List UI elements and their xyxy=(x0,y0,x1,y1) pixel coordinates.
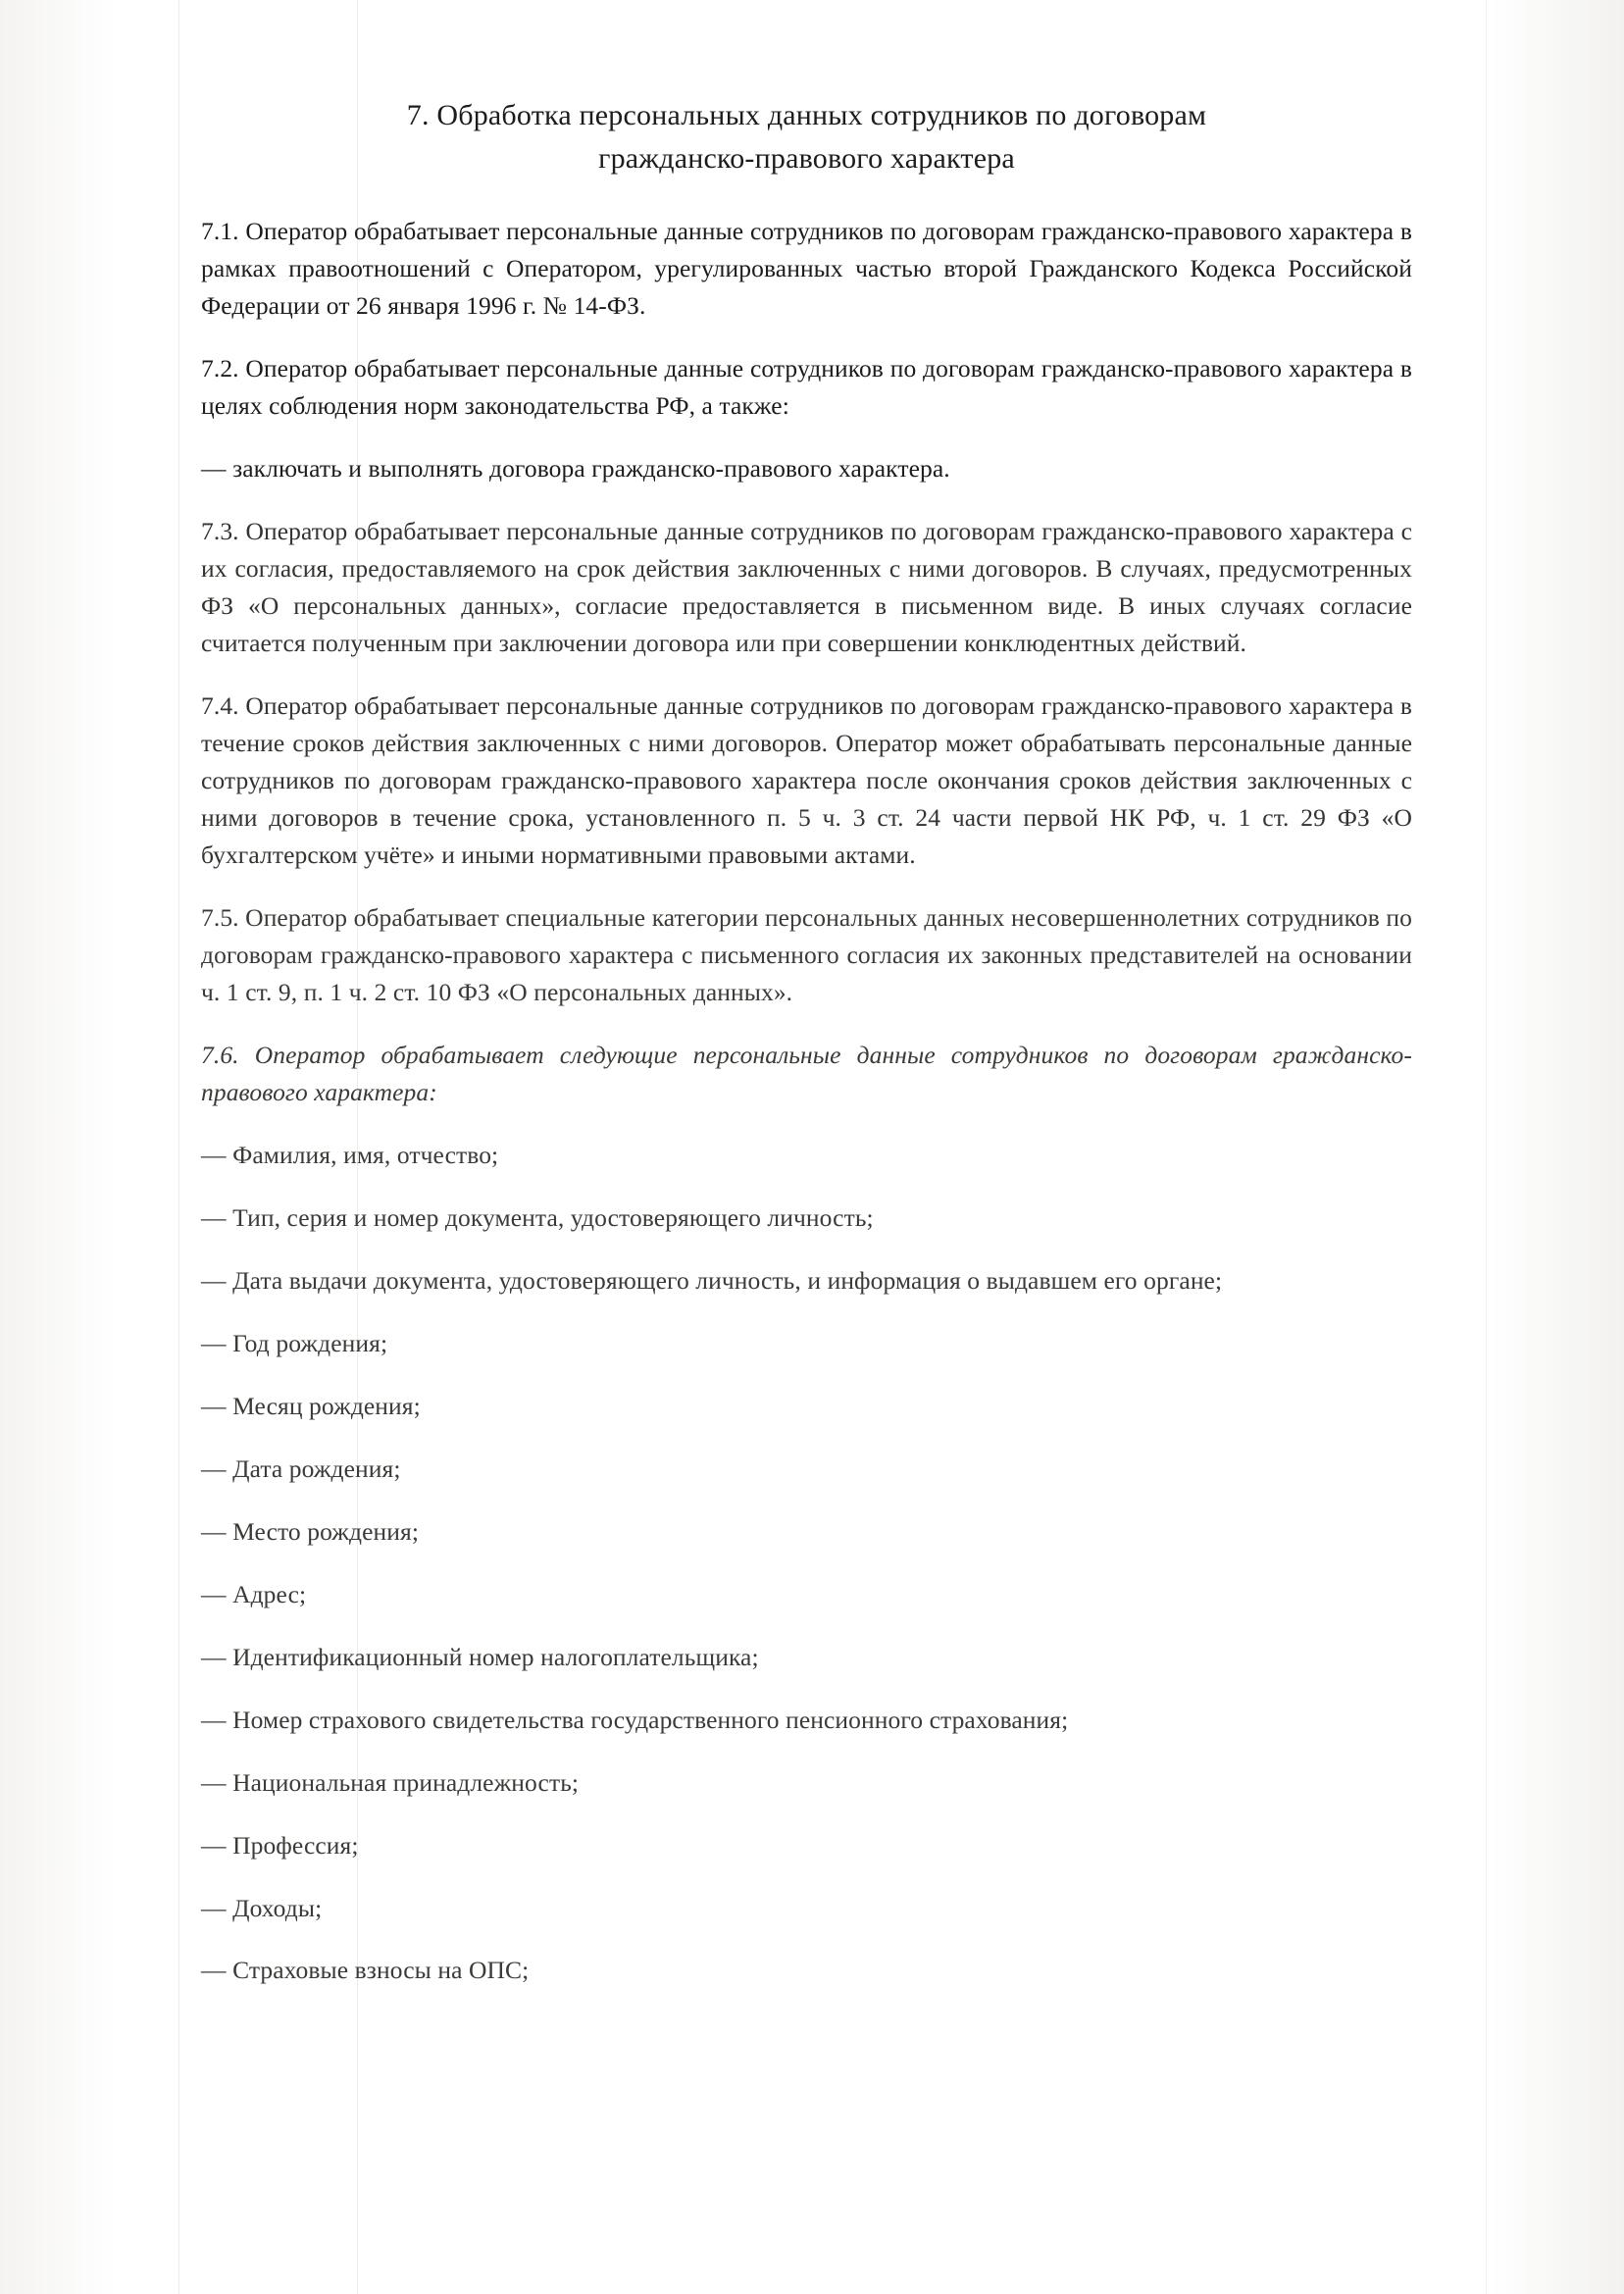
paragraph-7-1: 7.1. Оператор обрабатывает персональные данные сотрудников по договорам гражданско-правового характера в рамках правоотношений с Оператором, урегулированных частью второй Гражданского Кодекса Российской Федерации от 26 января 1996 г. № 14-ФЗ. xyxy=(201,217,1412,320)
list-item: — Дата выдачи документа, удостоверяющего личность, и информация о выдавшем его органе; xyxy=(201,1265,1223,1295)
page-title-line-1: 7. Обработка персональных данных сотрудников по договорам xyxy=(406,99,1207,131)
list-item: — Идентификационный номер налогоплательщика; xyxy=(201,1642,759,1671)
page-fold-line xyxy=(178,0,179,2294)
paragraph-7-4: 7.4. Оператор обрабатывает персональные данные сотрудников по договорам гражданско-правового характера в течение сроков действия заключенных с ними договоров. Оператор может обрабатывать персональные данные сотрудников по договорам гражданско-правового характера после окончания сроков действия заключенных с ними договоров в течение срока, установленного п. 5 ч. 3 ст. 24 части первой НК РФ, ч. 1 ст. 29 ФЗ «О бухгалтерском учёте» и иными нормативными правовыми актами. xyxy=(201,690,1412,869)
list-item: — Месяц рождения; xyxy=(201,1391,421,1420)
list-item: — Место рождения; xyxy=(201,1516,419,1546)
paragraph-7-5: 7.5. Оператор обрабатывает специальные категории персональных данных несовершеннолетних сотрудников по договорам гражданско-правового характера с письменного согласия их законных представителей на основании ч. 1 ст. 9, п. 1 ч. 2 ст. 10 ФЗ «О персональных данных». xyxy=(201,902,1412,1006)
list-item: — Тип, серия и номер документа, удостоверяющего личность; xyxy=(201,1202,874,1232)
document-body xyxy=(201,94,1412,2014)
list-item-7-2-1: — заключать и выполнять договора гражданско-правового характера. xyxy=(201,453,950,483)
list-item: — Доходы; xyxy=(201,1893,323,1922)
list-item: — Номер страхового свидетельства государственного пенсионного страхования; xyxy=(201,1705,1069,1734)
list-item: — Фамилия, имя, отчество; xyxy=(201,1140,499,1169)
list-item: — Профессия; xyxy=(201,1830,359,1860)
paragraph-7-6: 7.6. Оператор обрабатывает следующие персональные данные сотрудников по договорам гражданско-правового характера: xyxy=(201,1040,1412,1106)
list-item: — Адрес; xyxy=(201,1579,307,1608)
list-item: — Год рождения; xyxy=(201,1328,388,1357)
paragraph-7-3: 7.3. Оператор обрабатывает персональные данные сотрудников по договорам гражданско-правового характера с их согласия, предоставляемого на срок действия заключенных с ними договоров. В случаях, предусмотренных ФЗ «О персональных данных», согласие предоставляется в письменном виде. В иных случаях согласие считается полученным при заключении договора или при совершении конклюдентных действий. xyxy=(201,516,1412,657)
paragraph-7-2: 7.2. Оператор обрабатывает персональные данные сотрудников по договорам гражданско-правового характера в целях соблюдения норм законодательства РФ, а также: xyxy=(201,353,1412,420)
page-title xyxy=(201,94,1412,179)
page-fold-line xyxy=(1486,0,1487,2294)
list-item: — Дата рождения; xyxy=(201,1453,401,1483)
list-item: — Национальная принадлежность; xyxy=(201,1767,580,1797)
page-title-line-2: гражданско-правового характера xyxy=(598,141,1015,175)
list-item: — Страховые взносы на ОПС; xyxy=(201,1956,530,1985)
